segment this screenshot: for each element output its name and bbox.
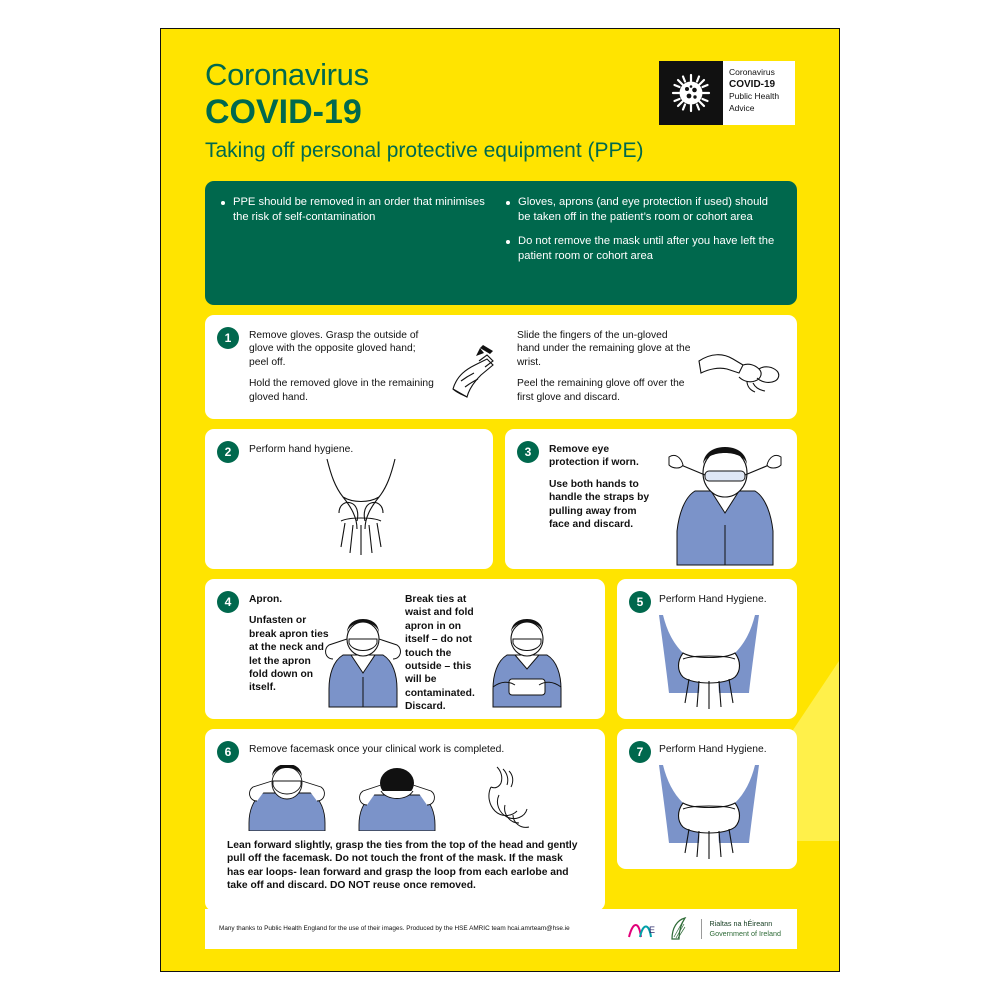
facemask-removal-illustrations: [235, 765, 585, 831]
header-covid19: COVID-19: [205, 92, 362, 131]
step-6-text-top: Remove facemask once your clinical work is completed.: [249, 744, 505, 755]
step-4-text-column-b: Break ties at waist and fold apron in on itself – do not touch the outside – this will be contaminated. Discard.: [405, 594, 475, 712]
gov-line-english: Government of Ireland: [709, 929, 781, 938]
hand-hygiene-illustration: [649, 765, 769, 865]
step-number-2: 2: [217, 441, 239, 463]
step-card-4: [205, 579, 605, 719]
intro-panel: [205, 181, 797, 305]
step-card-5: [617, 579, 797, 719]
step-5-text: Perform Hand Hygiene.: [659, 594, 767, 605]
step-1-text-b2: Peel the remaining glove off over the first glove and discard.: [517, 378, 685, 403]
intro-bullet-text: PPE should be removed in an order that minimises the risk of self-contamination: [233, 196, 485, 223]
step-1-text-a1: Remove gloves. Grasp the outside of glove with the opposite gloved hand; peel off.: [249, 330, 419, 368]
bullet-dot-icon: [506, 201, 510, 205]
step-number-5: 5: [629, 591, 651, 613]
intro-column-left: [221, 195, 496, 295]
logo-line-coronavirus: Coronavirus: [729, 67, 775, 77]
footer-logos: [627, 916, 797, 942]
government-of-ireland-text: [701, 919, 781, 938]
hse-logo-icon: [627, 917, 657, 941]
step-1-text-column-b: [517, 329, 692, 412]
svg-text:E: E: [649, 925, 656, 935]
intro-bullet-text: Do not remove the mask until after you have left the patient room or cohort area: [518, 234, 775, 262]
step-4-text-a1: Apron.: [249, 594, 283, 605]
intro-column-right: [506, 195, 781, 295]
glove-removal-illustration-2: [697, 339, 787, 401]
step-3-text-a: Remove eye protection if worn.: [549, 444, 639, 469]
step-3-text-block: [549, 443, 659, 539]
step-4-text-column-a: [249, 593, 329, 703]
ppe-poster: [160, 28, 840, 972]
step-3-text-b: Use both hands to handle the straps by pulling away from face and discard.: [549, 478, 650, 530]
step-6-text-bottom: Lean forward slightly, grasp the ties from the top of the head and gently pull off the facemask. Do not touch the front of the mask. If the mask has ear loops- lean forward and grasp the loop from each earlobe and take off and discard. DO NOT reuse once removed.: [227, 840, 578, 892]
logo-line-public-health: Public Health: [729, 91, 780, 102]
logo-line-covid19: COVID-19: [729, 79, 776, 91]
step-1-text-column-a: [249, 329, 434, 412]
poster-footer: [205, 909, 797, 949]
hand-hygiene-illustration: [649, 615, 769, 715]
gov-line-irish: Rialtas na hÉireann: [709, 919, 773, 929]
bullet-dot-icon: [221, 201, 225, 205]
header-subtitle: Taking off personal protective equipment (PPE): [205, 138, 644, 162]
step-number-3: 3: [517, 441, 539, 463]
harp-emblem-icon: [667, 916, 691, 942]
step-card-7: [617, 729, 797, 869]
intro-bullet: [506, 234, 781, 264]
apron-neck-ties-illustration: [323, 617, 403, 709]
step-card-3: [505, 429, 797, 569]
footer-credit-text: Many thanks to Public Health England for the use of their images. Produced by the HSE AMRIC team hcai.amrteam@hse.ie: [219, 924, 570, 932]
intro-bullet-text: Gloves, aprons (and eye protection if used) should be taken off in the patient’s room or cohort area: [518, 196, 768, 223]
intro-bullet: [221, 195, 496, 225]
hand-hygiene-illustration: [291, 457, 431, 565]
step-card-2: [205, 429, 493, 569]
header-coronavirus: Coronavirus: [205, 57, 369, 92]
step-card-6: [205, 729, 605, 911]
logo-line-advice: Advice: [729, 102, 755, 113]
covid-advice-logo: [659, 61, 795, 125]
glove-removal-illustration-1: [437, 331, 511, 405]
virus-icon: [659, 61, 723, 125]
step-1-text-a2: Hold the removed glove in the remaining gloved hand.: [249, 378, 434, 403]
intro-bullet: [506, 195, 781, 225]
step-number-6: 6: [217, 741, 239, 763]
step-4-text-a2: Unfasten or break apron ties at the neck and let the apron fold down on itself.: [249, 615, 329, 694]
eye-protection-removal-illustration: [665, 439, 785, 567]
step-7-text: Perform Hand Hygiene.: [659, 744, 767, 755]
apron-waist-ties-illustration: [487, 617, 567, 709]
step-number-7: 7: [629, 741, 651, 763]
step-card-1: [205, 315, 797, 419]
step-1-text-b1: Slide the fingers of the un-gloved hand under the remaining glove at the wrist.: [517, 330, 691, 368]
step-number-4: 4: [217, 591, 239, 613]
step-2-text: Perform hand hygiene.: [249, 444, 354, 455]
step-number-1: 1: [217, 327, 239, 349]
bullet-dot-icon: [506, 240, 510, 244]
logo-text-block: [723, 61, 795, 125]
